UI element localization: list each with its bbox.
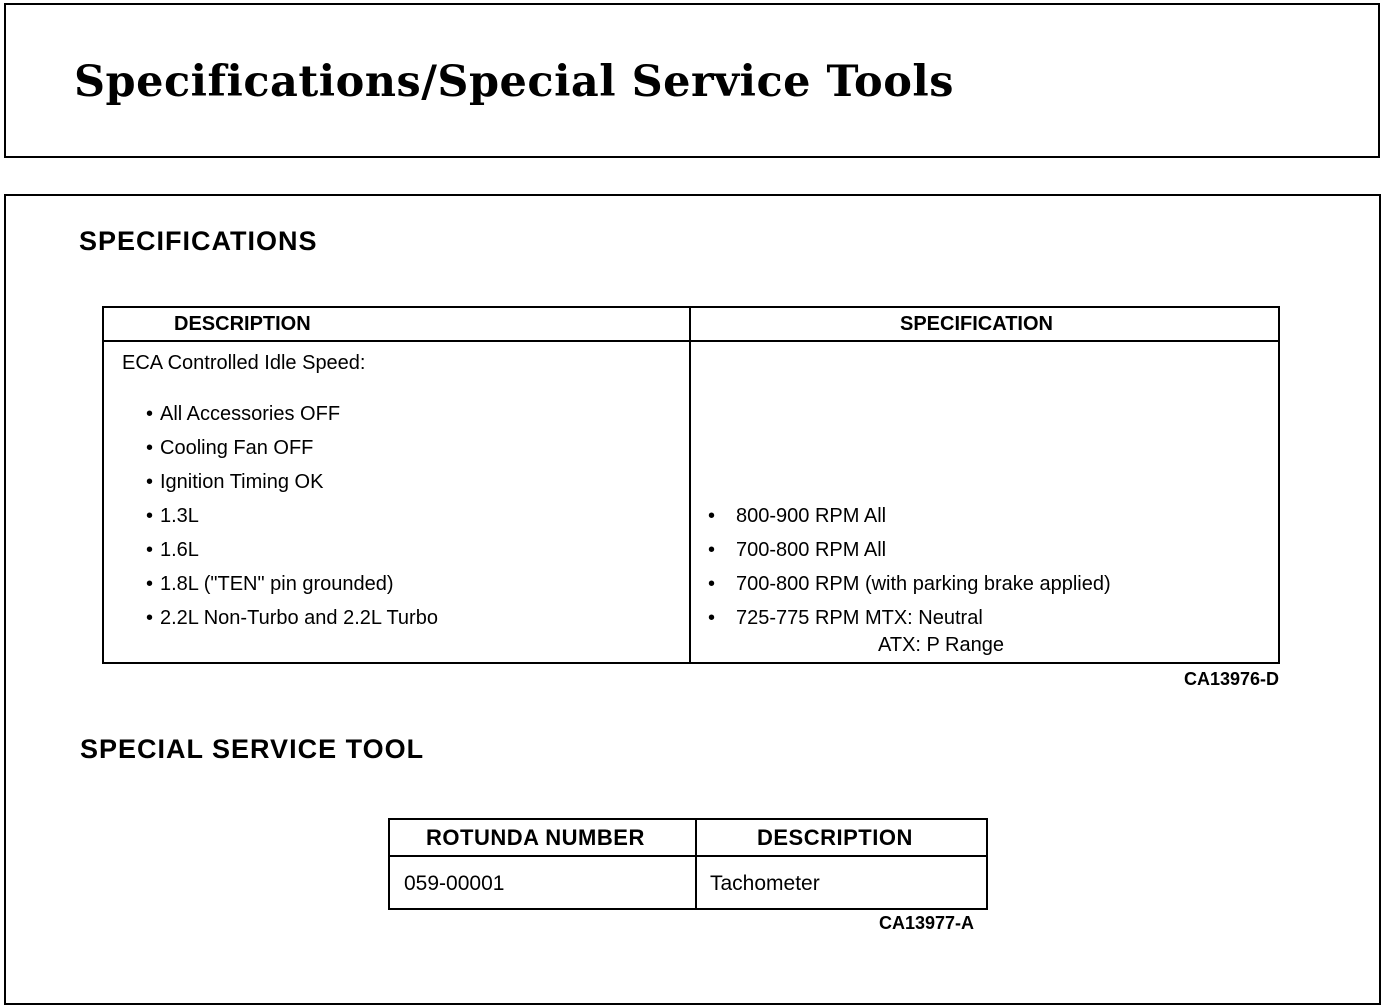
engine-label: 1.3L <box>160 505 199 527</box>
engine-label: 2.2L Non-Turbo and 2.2L Turbo <box>160 607 438 629</box>
service-tool-table <box>388 818 988 910</box>
bullet-icon: • <box>146 505 154 527</box>
column-header-description: DESCRIPTION <box>757 825 913 850</box>
title-box <box>4 3 1380 158</box>
condition-label: Ignition Timing OK <box>160 471 324 493</box>
header-divider <box>104 340 1278 342</box>
spec-value: 700-800 RPM (with parking brake applied) <box>736 573 1111 595</box>
content-box <box>4 194 1381 1005</box>
engine-item <box>146 539 199 562</box>
column-header-rotunda-number: ROTUNDA NUMBER <box>426 825 645 850</box>
spec-item <box>708 607 983 630</box>
spec-item <box>708 505 886 528</box>
bullet-icon: • <box>146 539 154 561</box>
figure-code: CA13976-D <box>1183 669 1279 689</box>
bullet-icon: • <box>708 573 716 595</box>
tool-description-cell: Tachometer <box>710 872 820 895</box>
engine-label: 1.6L <box>160 539 199 561</box>
description-intro: ECA Controlled Idle Speed: <box>122 352 366 374</box>
rotunda-number-cell: 059-00001 <box>404 872 505 895</box>
specifications-table <box>102 306 1280 664</box>
specifications-heading: SPECIFICATIONS <box>79 226 318 256</box>
spec-value-continued: ATX: P Range <box>878 634 1004 656</box>
spec-item <box>708 573 1111 596</box>
spec-value: 725-775 RPM MTX: Neutral <box>736 607 983 629</box>
bullet-icon: • <box>708 539 716 561</box>
spec-value: 700-800 RPM All <box>736 539 887 561</box>
condition-item <box>146 403 340 426</box>
bullet-icon: • <box>146 471 154 493</box>
spec-item <box>708 539 886 562</box>
condition-item <box>146 471 323 494</box>
engine-item <box>146 607 438 630</box>
column-divider <box>689 308 691 662</box>
bullet-icon: • <box>708 607 716 629</box>
condition-label: All Accessories OFF <box>160 403 341 425</box>
engine-item <box>146 505 199 528</box>
bullet-icon: • <box>146 573 154 595</box>
column-header-specification: SPECIFICATION <box>900 313 1053 335</box>
condition-label: Cooling Fan OFF <box>160 437 314 459</box>
column-divider <box>695 820 697 908</box>
condition-item <box>146 437 313 460</box>
bullet-icon: • <box>708 505 716 527</box>
page-title: Specifications/Special Service Tools <box>74 57 954 107</box>
special-service-tool-heading: SPECIAL SERVICE TOOL <box>80 734 425 764</box>
engine-item <box>146 573 394 596</box>
header-divider <box>390 855 986 857</box>
figure-code: CA13977-A <box>879 913 975 933</box>
engine-label: 1.8L ("TEN" pin grounded) <box>160 573 394 595</box>
bullet-icon: • <box>146 607 154 629</box>
column-header-description: DESCRIPTION <box>174 313 311 335</box>
spec-value: 800-900 RPM All <box>736 505 887 527</box>
bullet-icon: • <box>146 437 154 459</box>
bullet-icon: • <box>146 403 154 425</box>
